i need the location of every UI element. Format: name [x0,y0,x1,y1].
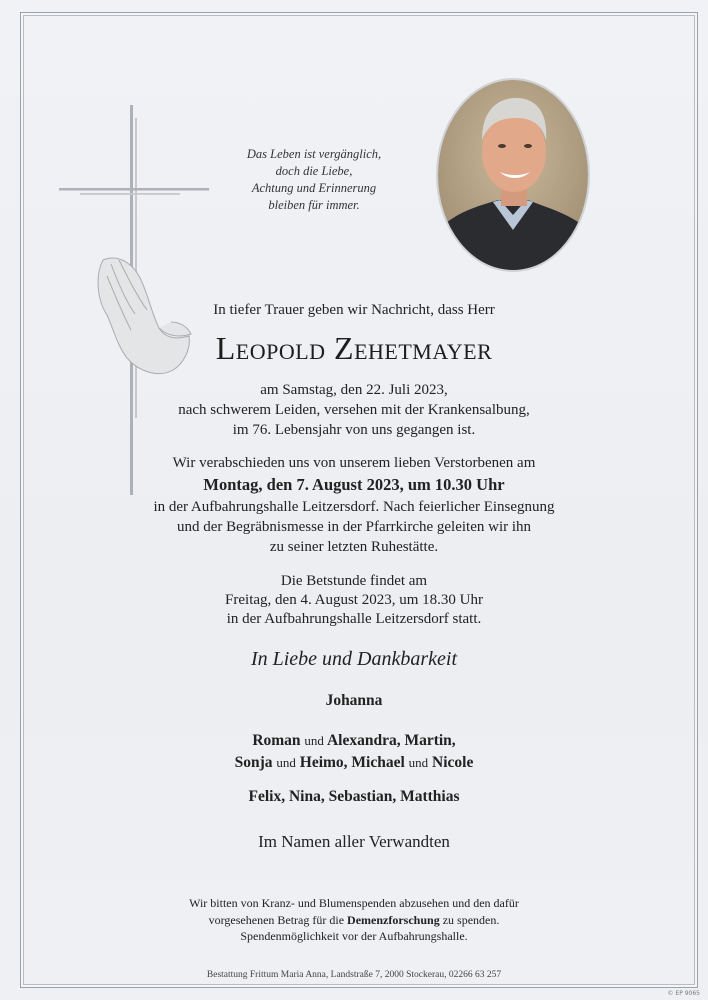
family-children [0,730,708,774]
family-grandchildren: Felix, Nina, Sebastian, Matthias [248,788,460,805]
text-line: Wir bitten von Kranz- und Blumenspenden abzusehen und den dafür [189,896,519,910]
undertaker-footer: Bestattung Frittum Maria Anna, Landstraße 7, 2000 Stockerau, 02266 63 257 [206,970,502,980]
text-line: zu seiner letzten Ruhestätte. [269,539,439,555]
text-segment: zu spenden. [442,912,500,927]
family-wife: Johanna [325,692,383,709]
text-line: Spendenmöglichkeit vor der Aufbahrungshalle. [240,929,468,943]
conjunction: und [408,755,429,770]
quote-line: Achtung und Erinnerung [251,181,377,195]
conjunction: und [276,755,296,770]
text-line: in der Aufbahrungshalle Leitzersdorf. Nach feierlicher Einsegnung [153,499,555,515]
family-name: Heimo, Michael [299,754,405,771]
text-line: in der Aufbahrungshalle Leitzersdorf statt. [226,611,482,627]
text-line: Freitag, den 4. August 2023, um 18.30 Uhr [225,592,483,608]
quote-line: doch die Liebe, [275,164,353,178]
conjunction: und [304,733,324,748]
relatives-line: Im Namen aller Verwandten [258,832,450,851]
funeral-details [0,453,708,557]
portrait-photo [438,80,588,270]
text-line: und der Begräbnismesse in der Pfarrkirche geleiten wir ihn [176,519,532,535]
print-code: © EP 9065 [667,990,700,997]
text-line: Die Betstunde findet am [280,573,428,589]
text-line: Wir verabschieden uns von unserem lieben Verstorbenen am [172,455,536,471]
donation-cause: Demenzforschung [347,912,440,927]
quote-line: bleiben für immer. [268,198,360,212]
death-announcement [0,380,708,440]
text-line: am Samstag, den 22. Juli 2023, [260,382,448,398]
text-line: nach schwerem Leiden, versehen mit der Krankensalbung, [178,402,530,418]
family-name: Roman [252,732,301,749]
donation-request [0,895,708,945]
memorial-quote [225,146,403,214]
prayer-service [0,572,708,629]
text-line: im 76. Lebensjahr von uns gegangen ist. [232,422,476,438]
closing-phrase: In Liebe und Dankbarkeit [250,648,458,670]
cross-with-praying-hands-icon [55,100,215,500]
intro-text: In tiefer Trauer geben wir Nachricht, dass Herr [213,302,495,318]
family-name: Sonja [234,754,273,771]
deceased-name: Leopold Zehetmayer [215,330,493,366]
funeral-date: Montag, den 7. August 2023, um 10.30 Uhr [203,475,505,494]
text-segment: vorgesehenen Betrag für die [208,912,345,927]
family-name: Nicole [432,754,474,771]
family-name: Alexandra, Martin, [326,732,456,749]
quote-line: Das Leben ist vergänglich, [246,147,382,161]
